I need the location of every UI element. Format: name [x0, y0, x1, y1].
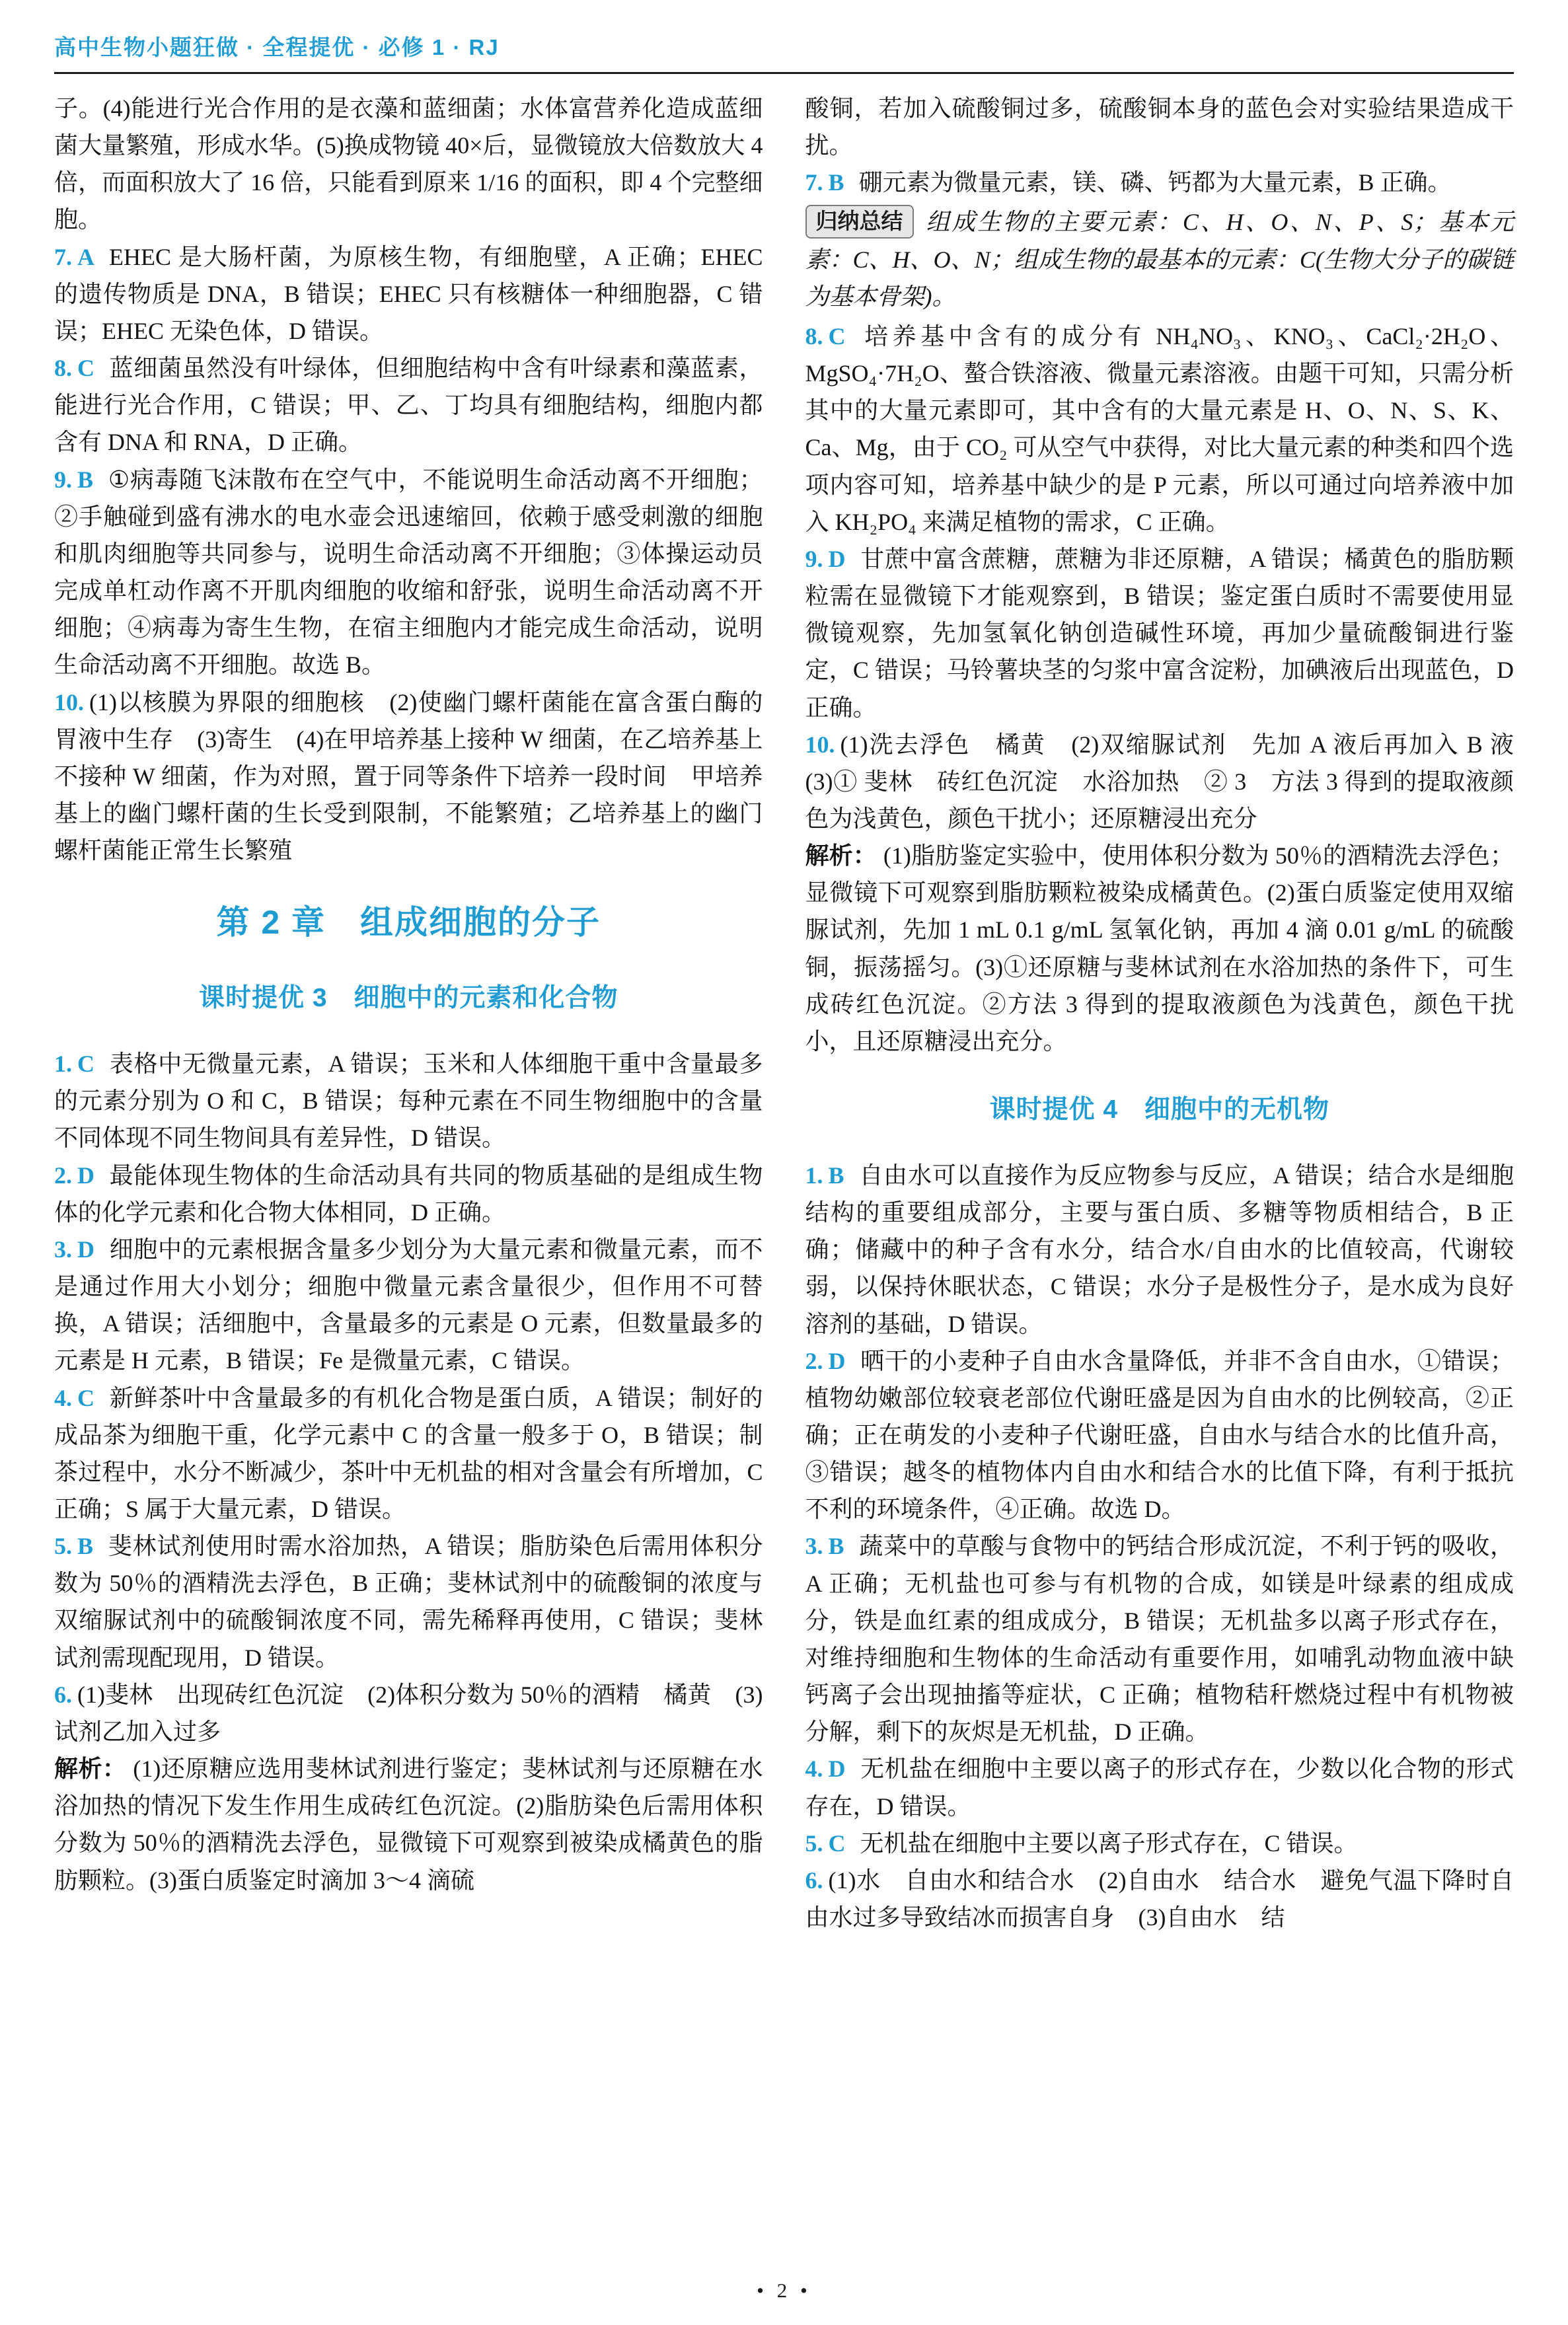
answer-letter: B — [77, 1533, 94, 1560]
answer-text: 最能体现生物体的生命活动具有共同的物质基础的是组成生物体的化学元素和化合物大体相同，D 正确。 — [54, 1162, 763, 1226]
answer-item — [805, 318, 1514, 540]
answer-letter: C — [77, 355, 94, 382]
left-column — [54, 90, 763, 1936]
question-number: 1. — [54, 1051, 72, 1078]
answer-letter: C — [828, 1829, 846, 1857]
answer-item — [54, 1528, 763, 1676]
summary-box — [805, 203, 1514, 314]
answer-item — [54, 684, 763, 869]
answer-letter: C — [828, 322, 846, 350]
page-number: • 2 • — [757, 2279, 811, 2302]
answer-item — [805, 164, 1514, 201]
answer-letter: B — [828, 1162, 844, 1189]
content-columns — [54, 90, 1538, 1936]
answer-text: 甘蔗中富含蔗糖，蔗糖为非还原糖，A 错误；橘黄色的脂肪颗粒需在显微镜下才能观察到，B 错误；鉴定蛋白质时不需要使用显微镜观察，先加氢氧化钠创造碱性环境，再加少量硫酸铜进行鉴定，C 错误；马铃薯块茎的匀浆中富含淀粉，加碘液后出现蓝色，D 正确。 — [805, 545, 1514, 721]
question-number: 4. — [805, 1755, 823, 1783]
answer-letter: B — [828, 1533, 844, 1560]
page-header — [54, 30, 1514, 61]
question-number: 8. — [54, 355, 72, 382]
answer-letter: D — [828, 545, 846, 572]
analysis-paragraph — [54, 1750, 763, 1899]
answer-item — [805, 1157, 1514, 1343]
answer-item — [54, 1676, 763, 1750]
answer-letter: B — [828, 169, 844, 196]
answer-letter: D — [828, 1347, 846, 1374]
question-number: 8. — [805, 322, 823, 350]
analysis-label: 解析： — [805, 842, 877, 869]
answer-letter: D — [77, 1236, 94, 1263]
question-number: 9. — [805, 545, 823, 572]
answer-text: 细胞中的元素根据含量多少划分为大量元素和微量元素，而不是通过作用大小划分；细胞中微量元素含量很少，但作用不可替换，A 错误；活细胞中，含量最多的元素是 O 元素，但数量最多的元素是 H 元素，B 错误；Fe 是微量元素，C 错误。 — [54, 1236, 763, 1374]
question-number: 3. — [54, 1236, 72, 1263]
analysis-label: 解析： — [54, 1755, 127, 1783]
answer-item — [54, 1157, 763, 1231]
answer-item — [54, 350, 763, 461]
question-number: 4. — [54, 1384, 72, 1411]
answer-text: 无机盐在细胞中主要以离子形式存在，C 错误。 — [860, 1829, 1358, 1857]
answer-item — [805, 726, 1538, 837]
answer-text: 晒干的小麦种子自由水含量降低，并非不含自由水，①错误；植物幼嫩部位较衰老部位代谢旺盛是因为自由水的比例较高，②正确；正在萌发的小麦种子代谢旺盛，自由水与结合水的比值升高，③错误；越冬的植物体内自由水和结合水的比值下降，有利于抵抗不利的环境条件，④正确。故选 D。 — [805, 1347, 1514, 1523]
answer-text: 蔬菜中的草酸与食物中的钙结合形成沉淀，不利于钙的吸收，A 正确；无机盐也可参与有机物的合成，如镁是叶绿素的组成成分，铁是血红素的组成成分，B 错误；无机盐多以离子形式存在，对维持细胞和生物体的生命活动有重要作用，如哺乳动物血液中缺钙离子会出现抽搐等症状，C 正确；植物秸秆燃烧过程中有机物被分解，剩下的灰烬是无机盐，D 正确。 — [805, 1533, 1514, 1746]
book-title: 高中生物小题狂做 · 全程提优 · 必修 1 · RJ — [54, 35, 500, 59]
answer-letter: A — [77, 243, 94, 270]
page-footer — [0, 2279, 1568, 2303]
question-number: 10. — [54, 688, 84, 716]
answer-item — [805, 540, 1514, 726]
question-number: 7. — [54, 243, 72, 270]
summary-text: 组成生物的主要元素：C、H、O、N、P、S；基本元素：C、H、O、N；组成生物的最基本的元素：C(生物大分子的碳链为基本骨架)。 — [805, 209, 1514, 310]
question-number: 10. — [805, 731, 835, 758]
answer-text: 蓝细菌虽然没有叶绿体，但细胞结构中含有叶绿素和藻蓝素，能进行光合作用，C 错误；甲、乙、丁均具有细胞结构，细胞内都含有 DNA 和 RNA，D 正确。 — [54, 355, 763, 456]
answer-item — [805, 1528, 1514, 1750]
question-number: 2. — [805, 1347, 823, 1374]
answer-text: 硼元素为微量元素，镁、磷、钙都为大量元素，B 正确。 — [858, 169, 1452, 196]
answer-item — [54, 1231, 763, 1380]
answer-item — [54, 239, 763, 350]
answer-text: 表格中无微量元素，A 错误；玉米和人体细胞干重中含量最多的元素分别为 O 和 C，B 错误；每种元素在不同生物细胞中的含量不同体现不同生物间具有差异性，D 错误。 — [54, 1051, 763, 1152]
answer-text: (1)斐林 出现砖红色沉淀 (2)体积分数为 50％的酒精 橘黄 (3)试剂乙加入过多 — [54, 1681, 763, 1745]
answer-letter: C — [77, 1384, 94, 1411]
answer-item — [805, 1825, 1514, 1862]
question-number: 5. — [805, 1829, 823, 1857]
answer-item — [805, 1343, 1514, 1528]
answer-item — [54, 1045, 763, 1156]
question-number: 9. — [54, 466, 72, 493]
question-number: 5. — [54, 1533, 72, 1560]
answer-letter: D — [828, 1755, 846, 1783]
answer-text: 自由水可以直接作为反应物参与反应，A 错误；结合水是细胞结构的重要组成部分，主要与蛋白质、多糖等物质相结合，B 正确；储藏中的种子含有水分，结合水/自由水的比值较高，代谢较弱，以保持休眠状态，C 错误；水分子是极性分子，是水成为良好溶剂的基础，D 错误。 — [805, 1162, 1514, 1337]
answer-text: (1)以核膜为界限的细胞核 (2)使幽门螺杆菌能在富含蛋白酶的胃液中生存 (3)寄生 (4)在甲培养基上接种 W 细菌，在乙培养基上不接种 W 细菌，作为对照，置于同等条件下培养一段时间 甲培养基上的幽门螺杆菌的生长受到限制，不能繁殖；乙培养基上的幽门螺杆菌能正常生长繁殖 — [54, 688, 763, 864]
answer-text: EHEC 是大肠杆菌，为原核生物，有细胞壁，A 正确；EHEC 的遗传物质是 DNA，B 错误；EHEC 只有核糖体一种细胞器，C 错误；EHEC 无染色体，D 错误。 — [54, 243, 763, 344]
header-divider — [54, 72, 1514, 74]
chapter-heading: 第 2 章 组成细胞的分子 — [216, 904, 601, 941]
answer-item — [805, 1750, 1514, 1824]
analysis-text: (1)脂肪鉴定实验中，使用体积分数为 50％的酒精洗去浮色；显微镜下可观察到脂肪颗粒被染成橘黄色。(2)蛋白质鉴定使用双缩脲试剂，先加 1 mL 0.1 g/mL 氢氧化钠，再加 4 滴 0.01 g/mL 的硫酸铜，振荡摇匀。(3)①还原糖与斐林试剂在水浴加热的条件下，可生成砖红色沉淀。②方法 3 得到的提取液颜色为浅黄色，颜色干扰小，且还原糖浸出充分。 — [805, 842, 1514, 1054]
answer-item — [805, 1862, 1514, 1936]
answer-text: 斐林试剂使用时需水浴加热，A 错误；脂肪染色后需用体积分数为 50％的酒精洗去浮色，B 正确；斐林试剂中的硫酸铜的浓度与双缩脲试剂中的硫酸铜浓度不同，需先稀释再使用，C 错误；斐林试剂需现配现用，D 错误。 — [54, 1533, 763, 1671]
answer-text: (1)水 自由水和结合水 (2)自由水 结合水 避免气温下降时自由水过多导致结冰而损害自身 (3)自由水 结 — [805, 1866, 1514, 1931]
answer-text: (1)洗去浮色 橘黄 (2)双缩脲试剂 先加 A 液后再加入 B 液 (3)① 斐林 砖红色沉淀 水浴加热 ② 3 方法 3 得到的提取液颜色为浅黄色，颜色干扰小；还原糖浸出充分 — [805, 731, 1538, 832]
continuation-paragraph: 子。(4)能进行光合作用的是衣藻和蓝细菌；水体富营养化造成蓝细菌大量繁殖，形成水华。(5)换成物镜 40×后，显微镜放大倍数放大 4 倍，而面积放大了 16 倍，只能看到原来 1/16 的面积，即 4 个完整细胞。 — [54, 95, 763, 233]
section-heading: 课时提优 3 细胞中的元素和化合物 — [198, 984, 618, 1013]
question-number: 1. — [805, 1162, 823, 1189]
analysis-text: (1)还原糖应选用斐林试剂进行鉴定；斐林试剂与还原糖在水浴加热的情况下发生作用生成砖红色沉淀。(2)脂肪染色后需用体积分数为 50％的酒精洗去浮色，显微镜下可观察到被染成橘黄色的脂肪颗粒。(3)蛋白质鉴定时滴加 3～4 滴硫 — [54, 1755, 763, 1894]
answer-text: 新鲜茶叶中含量最多的有机化合物是蛋白质，A 错误；制好的成品茶为细胞干重，化学元素中 C 的含量一般多于 O，B 错误；制茶过程中，水分不断减少，茶叶中无机盐的相对含量会有所增加，C 正确；S 属于大量元素，D 错误。 — [54, 1384, 763, 1522]
summary-label: 归纳总结 — [805, 205, 914, 239]
analysis-paragraph — [805, 837, 1514, 1060]
answer-letter: D — [77, 1162, 94, 1189]
section-heading: 课时提优 4 细胞中的无机物 — [989, 1095, 1330, 1125]
answer-text: ①病毒随飞沫散布在空气中，不能说明生命活动离不开细胞；②手触碰到盛有沸水的电水壶会迅速缩回，依赖于感受刺激的细胞和肌肉细胞等共同参与，说明生命活动离不开细胞；③体操运动员完成单杠动作离不开肌肉细胞的收缩和舒张，说明生命活动离不开细胞；④病毒为寄生生物，在宿主细胞内才能完成生命活动，说明生命活动离不开细胞。故选 B。 — [54, 466, 763, 679]
answer-text: 培养基中含有的成分有 NH₄NO₃、KNO₃、CaCl₂·2H₂O、MgSO₄·7H₂O、螯合铁溶液、微量元素溶液。由题干可知，只需分析其中的大量元素即可，其中含有的大量元素是 H、O、N、S、K、Ca、Mg，由于 CO₂ 可从空气中获得，对比大量元素的种类和四个选项内容可知，培养基中缺少的是 P 元素，所以可通过向培养液中加入 KH₂PO₄ 来满足植物的需求，C 正确。 — [805, 322, 1514, 535]
answer-letter: C — [77, 1051, 94, 1078]
answer-text: 无机盐在细胞中主要以离子的形式存在，少数以化合物的形式存在，D 错误。 — [805, 1755, 1514, 1820]
question-number: 3. — [805, 1533, 823, 1560]
answer-letter: B — [77, 466, 94, 493]
answer-item — [54, 461, 763, 684]
right-column — [805, 90, 1538, 1936]
question-number: 7. — [805, 169, 823, 196]
question-number: 6. — [805, 1866, 823, 1894]
question-number: 6. — [54, 1681, 72, 1708]
continuation-paragraph: 酸铜，若加入硫酸铜过多，硫酸铜本身的蓝色会对实验结果造成干扰。 — [805, 95, 1514, 159]
answer-item — [54, 1380, 763, 1528]
question-number: 2. — [54, 1162, 72, 1189]
